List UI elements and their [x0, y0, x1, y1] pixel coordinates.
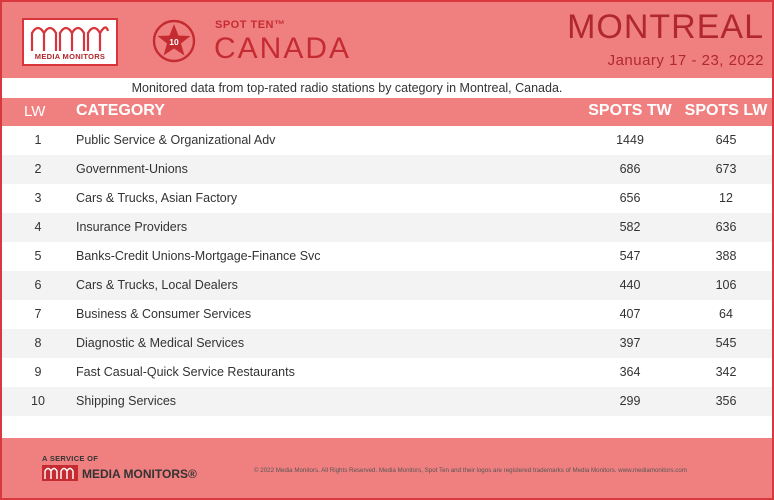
- row-category: Cars & Trucks, Local Dealers: [76, 278, 238, 292]
- row-spots-lw: 645: [715, 133, 737, 147]
- city-title: MONTREAL: [567, 8, 764, 46]
- row-rank: 4: [34, 220, 42, 234]
- badge-number: 10: [169, 37, 179, 47]
- row-rank: 5: [34, 249, 42, 263]
- row-spots-tw: 1449: [616, 133, 644, 147]
- row-category: Public Service & Organizational Adv: [76, 133, 276, 147]
- table-row: [2, 329, 772, 358]
- row-spots-tw: 547: [619, 249, 641, 263]
- row-spots-tw: 407: [619, 307, 641, 321]
- table-row: [2, 358, 772, 387]
- row-spots-lw: 64: [719, 307, 733, 321]
- table-row: [2, 300, 772, 329]
- footer-waveform-icon: [42, 465, 78, 481]
- row-rank: 1: [34, 133, 42, 147]
- row-spots-tw: 364: [619, 365, 641, 379]
- table-row: [2, 155, 772, 184]
- row-category: Fast Casual-Quick Service Restaurants: [76, 365, 295, 379]
- table-body: [2, 126, 772, 416]
- row-spots-lw: 636: [715, 220, 737, 234]
- header-lw: LW: [24, 103, 46, 120]
- header-spots-lw: SPOTS LW: [684, 102, 768, 119]
- table-header: [2, 98, 772, 126]
- row-spots-lw: 342: [715, 365, 737, 379]
- footer-logo-text: MEDIA MONITORS®: [82, 467, 197, 481]
- date-range: January 17 - 23, 2022: [607, 52, 764, 69]
- header-category: CATEGORY: [76, 102, 165, 119]
- row-category: Shipping Services: [76, 394, 177, 408]
- waveform-icon: [30, 23, 110, 53]
- row-category: Business & Consumer Services: [76, 307, 252, 321]
- row-spots-tw: 582: [619, 220, 641, 234]
- row-spots-tw: 397: [619, 336, 641, 350]
- row-rank: 7: [34, 307, 42, 321]
- row-spots-lw: 106: [715, 278, 737, 292]
- media-monitors-logo: [22, 18, 118, 66]
- table-row: [2, 387, 772, 416]
- subtitle-text: Monitored data from top-rated radio stations by category in Montreal, Canada.: [131, 81, 563, 95]
- row-spots-tw: 440: [619, 278, 641, 292]
- row-spots-tw: 656: [619, 191, 641, 205]
- row-spots-lw: 388: [715, 249, 737, 263]
- row-category: Insurance Providers: [76, 220, 188, 234]
- row-rank: 10: [31, 394, 45, 408]
- row-rank: 2: [34, 162, 42, 176]
- header-spots-tw: SPOTS TW: [588, 102, 672, 119]
- spot-ten-star-icon: [152, 19, 196, 63]
- row-rank: 6: [34, 278, 42, 292]
- service-label: A SERVICE OF: [42, 454, 99, 463]
- row-spots-lw: 356: [715, 394, 737, 408]
- row-category: Diagnostic & Medical Services: [76, 336, 245, 350]
- table-row: [2, 184, 772, 213]
- row-spots-tw: 299: [619, 394, 641, 408]
- row-spots-tw: 686: [619, 162, 641, 176]
- row-rank: 8: [34, 336, 42, 350]
- country-title: CANADA: [214, 32, 352, 65]
- header: [2, 2, 772, 78]
- table-row: [2, 126, 772, 155]
- brand-label: SPOT TEN™: [215, 19, 286, 31]
- row-spots-lw: 545: [715, 336, 737, 350]
- table-row: [2, 213, 772, 242]
- row-spots-lw: 673: [715, 162, 737, 176]
- row-category: Government-Unions: [76, 162, 188, 176]
- row-category: Banks-Credit Unions-Mortgage-Finance Svc: [76, 249, 321, 263]
- footer: [2, 438, 772, 498]
- table-spacer: [2, 416, 772, 438]
- logo-text: MEDIA MONITORS: [34, 52, 106, 61]
- row-category: Cars & Trucks, Asian Factory: [76, 191, 238, 205]
- copyright-text: © 2022 Media Monitors. All Rights Reserved. Media Monitors, Spot Ten and their logos are registered trademarks of Media Monitors. www.mediamonitors.com: [254, 467, 687, 474]
- row-spots-lw: 12: [719, 191, 733, 205]
- table-row: [2, 271, 772, 300]
- row-rank: 3: [34, 191, 42, 205]
- subtitle-bar: [2, 78, 772, 98]
- table-row: [2, 242, 772, 271]
- row-rank: 9: [34, 365, 42, 379]
